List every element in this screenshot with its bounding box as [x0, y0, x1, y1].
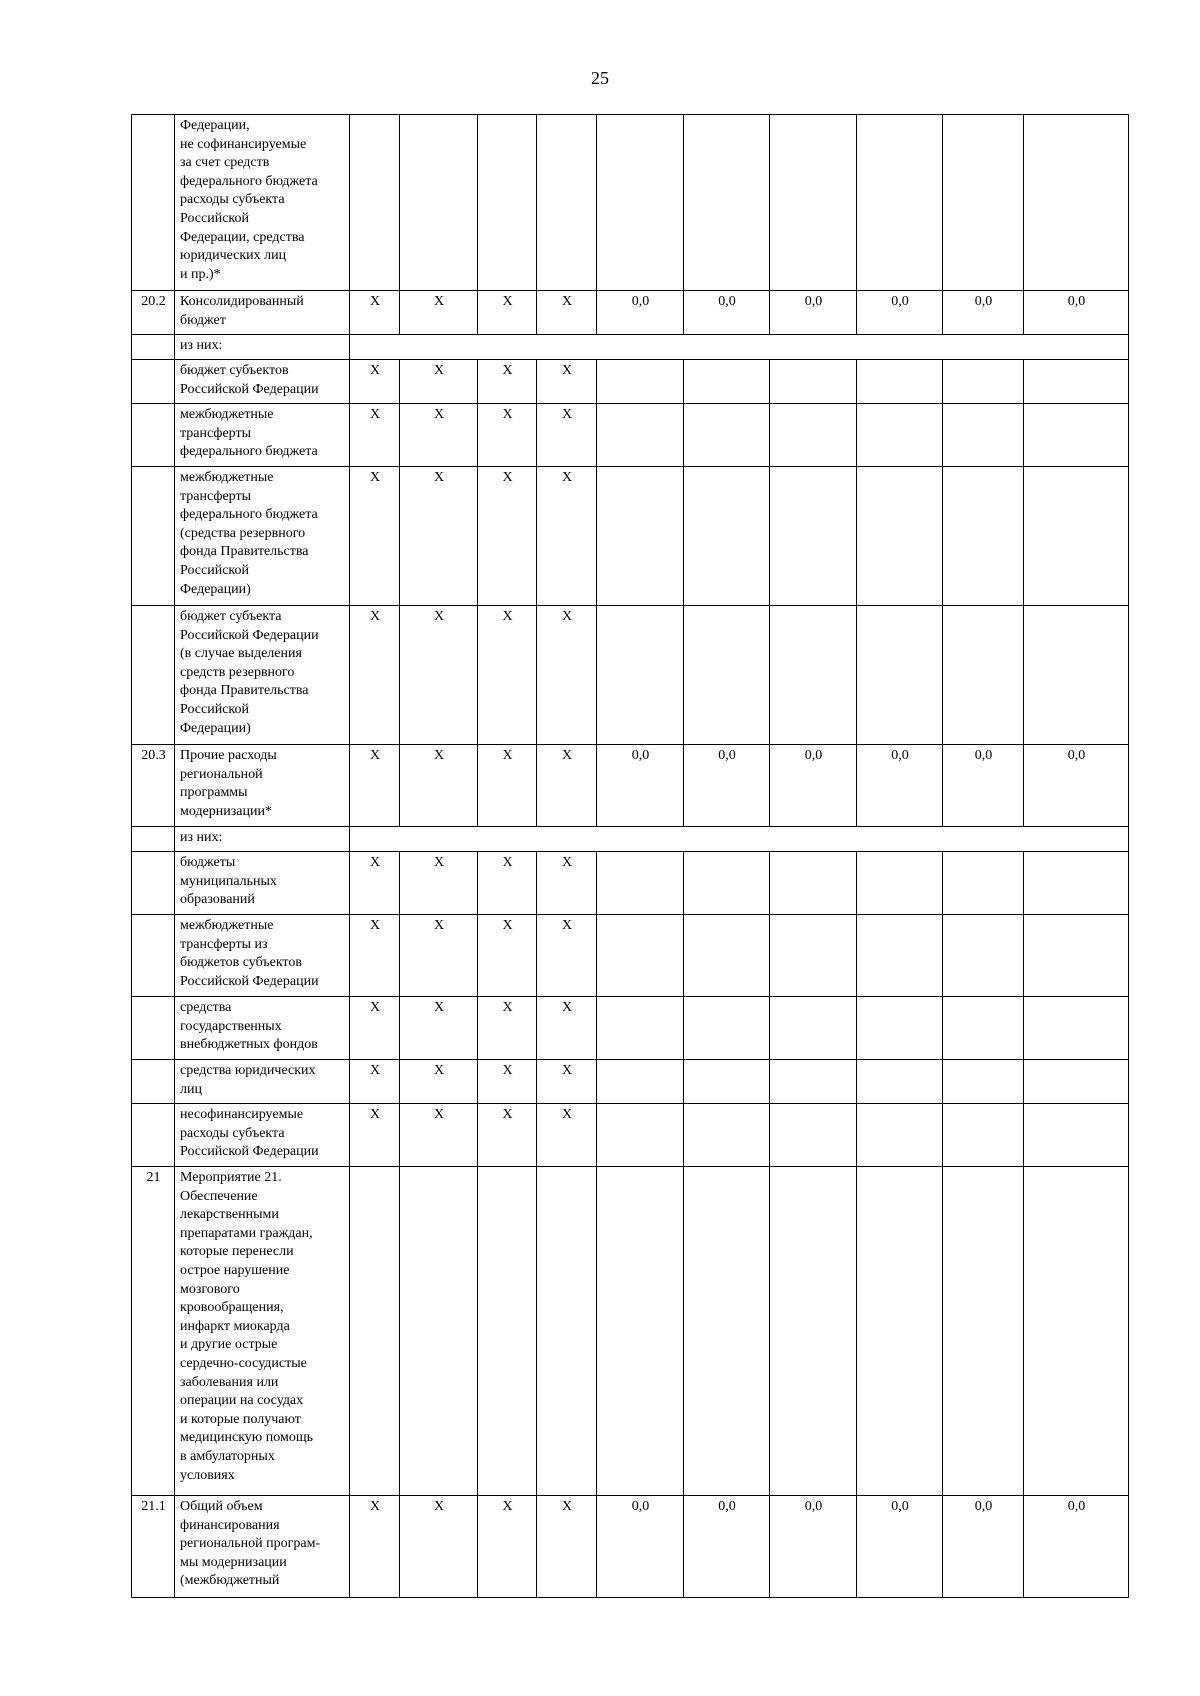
mark-cell: Х	[350, 915, 400, 997]
row-number	[132, 404, 175, 467]
value-cell	[1024, 1167, 1129, 1496]
mark-cell: Х	[537, 915, 597, 997]
value-cell	[684, 467, 770, 606]
mark-cell: Х	[400, 467, 478, 606]
row-label: Общий объем финансирования региональной програм- мы модернизации (межбюджетный	[175, 1496, 350, 1598]
value-cell	[943, 360, 1024, 404]
table-row	[132, 915, 1129, 997]
value-cell	[597, 852, 684, 915]
mark-cell: Х	[537, 997, 597, 1060]
row-label: бюджет субъекта Российской Федерации (в случае выделения средств резервного фонда Правительства Российской Федерации)	[175, 606, 350, 745]
value-cell	[770, 115, 857, 291]
row-number	[132, 1060, 175, 1104]
table-row	[132, 606, 1129, 745]
value-cell	[857, 1060, 943, 1104]
row-label: межбюджетные трансферты из бюджетов субъектов Российской Федерации	[175, 915, 350, 997]
row-label: бюджет субъектов Российской Федерации	[175, 360, 350, 404]
value-cell	[857, 360, 943, 404]
value-cell: 0,0	[684, 745, 770, 827]
mark-cell	[400, 115, 478, 291]
mark-cell: Х	[400, 291, 478, 335]
mark-cell: Х	[350, 404, 400, 467]
row-label: средства юридических лиц	[175, 1060, 350, 1104]
value-cell	[684, 404, 770, 467]
value-cell	[1024, 1104, 1129, 1167]
empty-span-cell	[350, 335, 1129, 360]
mark-cell: Х	[478, 915, 537, 997]
page-number: 25	[591, 68, 609, 88]
value-cell	[857, 467, 943, 606]
mark-cell: Х	[400, 606, 478, 745]
value-cell	[1024, 1060, 1129, 1104]
value-cell	[1024, 997, 1129, 1060]
value-cell: 0,0	[1024, 291, 1129, 335]
value-cell	[597, 360, 684, 404]
value-cell	[770, 852, 857, 915]
mark-cell: Х	[478, 360, 537, 404]
row-label: средства государственных внебюджетных фондов	[175, 997, 350, 1060]
row-label: бюджеты муниципальных образований	[175, 852, 350, 915]
table-row	[132, 335, 1129, 360]
value-cell	[597, 1060, 684, 1104]
mark-cell: Х	[400, 997, 478, 1060]
value-cell	[684, 1104, 770, 1167]
mark-cell	[478, 1167, 537, 1496]
mark-cell: Х	[350, 852, 400, 915]
mark-cell: Х	[400, 1496, 478, 1598]
row-label: Прочие расходы региональной программы модернизации*	[175, 745, 350, 827]
value-cell: 0,0	[1024, 745, 1129, 827]
mark-cell	[400, 1167, 478, 1496]
value-cell	[1024, 915, 1129, 997]
value-cell: 0,0	[857, 1496, 943, 1598]
mark-cell: Х	[537, 852, 597, 915]
row-number: 20.3	[132, 745, 175, 827]
value-cell: 0,0	[943, 1496, 1024, 1598]
value-cell	[770, 606, 857, 745]
value-cell	[943, 115, 1024, 291]
table-row	[132, 827, 1129, 852]
value-cell	[770, 1060, 857, 1104]
mark-cell: Х	[478, 291, 537, 335]
value-cell	[597, 606, 684, 745]
mark-cell: Х	[400, 1104, 478, 1167]
mark-cell: Х	[537, 1104, 597, 1167]
value-cell	[943, 1060, 1024, 1104]
row-number	[132, 467, 175, 606]
table-row	[132, 1496, 1129, 1598]
row-number	[132, 335, 175, 360]
row-number	[132, 997, 175, 1060]
expenditure-table	[131, 114, 1129, 1598]
value-cell	[857, 115, 943, 291]
mark-cell: Х	[350, 1104, 400, 1167]
row-number	[132, 606, 175, 745]
row-number	[132, 1104, 175, 1167]
mark-cell: Х	[350, 745, 400, 827]
value-cell	[597, 1167, 684, 1496]
mark-cell: Х	[537, 291, 597, 335]
mark-cell: Х	[478, 1104, 537, 1167]
mark-cell: Х	[478, 404, 537, 467]
mark-cell	[478, 115, 537, 291]
mark-cell	[537, 1167, 597, 1496]
mark-cell: Х	[400, 915, 478, 997]
row-number	[132, 915, 175, 997]
value-cell: 0,0	[770, 291, 857, 335]
value-cell: 0,0	[943, 291, 1024, 335]
mark-cell: Х	[478, 852, 537, 915]
value-cell: 0,0	[1024, 1496, 1129, 1598]
value-cell	[857, 1167, 943, 1496]
mark-cell: Х	[478, 745, 537, 827]
value-cell	[684, 915, 770, 997]
mark-cell: Х	[350, 360, 400, 404]
mark-cell: Х	[537, 467, 597, 606]
table-row	[132, 115, 1129, 291]
value-cell	[1024, 404, 1129, 467]
value-cell	[857, 606, 943, 745]
table-row	[132, 997, 1129, 1060]
value-cell	[770, 915, 857, 997]
table-row	[132, 1167, 1129, 1496]
table-body	[132, 115, 1129, 1598]
value-cell: 0,0	[597, 745, 684, 827]
table-row	[132, 1104, 1129, 1167]
value-cell	[943, 1167, 1024, 1496]
row-label: межбюджетные трансферты федерального бюджета (средства резервного фонда Правительства Российской Федерации)	[175, 467, 350, 606]
row-label: Федерации, не софинансируемые за счет средств федерального бюджета расходы субъекта Российской Федерации, средства юридических лиц и пр.)*	[175, 115, 350, 291]
mark-cell: Х	[537, 404, 597, 467]
value-cell	[684, 1167, 770, 1496]
mark-cell: Х	[350, 467, 400, 606]
mark-cell: Х	[400, 852, 478, 915]
row-number: 21.1	[132, 1496, 175, 1598]
mark-cell: Х	[537, 1496, 597, 1598]
mark-cell: Х	[400, 360, 478, 404]
mark-cell: Х	[478, 467, 537, 606]
value-cell: 0,0	[597, 291, 684, 335]
value-cell	[684, 115, 770, 291]
value-cell	[857, 1104, 943, 1167]
value-cell	[943, 404, 1024, 467]
value-cell	[597, 404, 684, 467]
value-cell: 0,0	[770, 745, 857, 827]
value-cell	[597, 467, 684, 606]
value-cell: 0,0	[857, 745, 943, 827]
value-cell	[770, 360, 857, 404]
mark-cell: Х	[478, 997, 537, 1060]
value-cell	[1024, 360, 1129, 404]
mark-cell: Х	[350, 291, 400, 335]
value-cell: 0,0	[943, 745, 1024, 827]
mark-cell: Х	[537, 360, 597, 404]
row-number	[132, 115, 175, 291]
value-cell	[770, 997, 857, 1060]
row-label: межбюджетные трансферты федерального бюджета	[175, 404, 350, 467]
value-cell	[1024, 115, 1129, 291]
value-cell	[943, 852, 1024, 915]
value-cell	[770, 404, 857, 467]
value-cell	[684, 1060, 770, 1104]
table-row	[132, 404, 1129, 467]
row-number	[132, 360, 175, 404]
row-number	[132, 827, 175, 852]
value-cell	[597, 115, 684, 291]
mark-cell: Х	[350, 1060, 400, 1104]
value-cell	[1024, 852, 1129, 915]
value-cell	[857, 997, 943, 1060]
mark-cell: Х	[350, 997, 400, 1060]
mark-cell: Х	[478, 1496, 537, 1598]
mark-cell	[537, 115, 597, 291]
mark-cell: Х	[350, 1496, 400, 1598]
value-cell	[1024, 467, 1129, 606]
value-cell	[943, 606, 1024, 745]
mark-cell	[350, 1167, 400, 1496]
value-cell	[770, 1104, 857, 1167]
row-label: Мероприятие 21. Обеспечение лекарственными препаратами граждан, которые перенесли острое нарушение мозгового кровообращения, инфаркт миокарда и другие острые сердечно-сосудистые заболевания или операции на сосудах и которые получают медицинскую помощь в амбулаторных условиях	[175, 1167, 350, 1496]
value-cell: 0,0	[684, 1496, 770, 1598]
value-cell	[684, 606, 770, 745]
value-cell	[684, 852, 770, 915]
value-cell	[770, 467, 857, 606]
value-cell	[943, 915, 1024, 997]
row-number: 21	[132, 1167, 175, 1496]
value-cell: 0,0	[857, 291, 943, 335]
mark-cell: Х	[537, 606, 597, 745]
value-cell	[857, 852, 943, 915]
table-row	[132, 1060, 1129, 1104]
value-cell	[684, 997, 770, 1060]
row-label: Консолидированный бюджет	[175, 291, 350, 335]
value-cell: 0,0	[597, 1496, 684, 1598]
mark-cell: Х	[537, 745, 597, 827]
mark-cell: Х	[400, 745, 478, 827]
value-cell	[857, 915, 943, 997]
table-row	[132, 745, 1129, 827]
empty-span-cell	[350, 827, 1129, 852]
value-cell	[597, 915, 684, 997]
value-cell	[943, 997, 1024, 1060]
value-cell	[1024, 606, 1129, 745]
row-number	[132, 852, 175, 915]
value-cell: 0,0	[770, 1496, 857, 1598]
table-row	[132, 467, 1129, 606]
mark-cell: Х	[350, 606, 400, 745]
mark-cell: Х	[478, 1060, 537, 1104]
mark-cell: Х	[537, 1060, 597, 1104]
table-row	[132, 852, 1129, 915]
value-cell	[857, 404, 943, 467]
mark-cell	[350, 115, 400, 291]
value-cell	[597, 997, 684, 1060]
row-label: из них:	[175, 335, 350, 360]
value-cell	[684, 360, 770, 404]
mark-cell: Х	[478, 606, 537, 745]
mark-cell: Х	[400, 404, 478, 467]
table-row	[132, 360, 1129, 404]
table-row	[132, 291, 1129, 335]
row-number: 20.2	[132, 291, 175, 335]
mark-cell: Х	[400, 1060, 478, 1104]
value-cell	[943, 467, 1024, 606]
value-cell	[597, 1104, 684, 1167]
value-cell	[770, 1167, 857, 1496]
row-label: из них:	[175, 827, 350, 852]
value-cell: 0,0	[684, 291, 770, 335]
row-label: несофинансируемые расходы субъекта Российской Федерации	[175, 1104, 350, 1167]
value-cell	[943, 1104, 1024, 1167]
